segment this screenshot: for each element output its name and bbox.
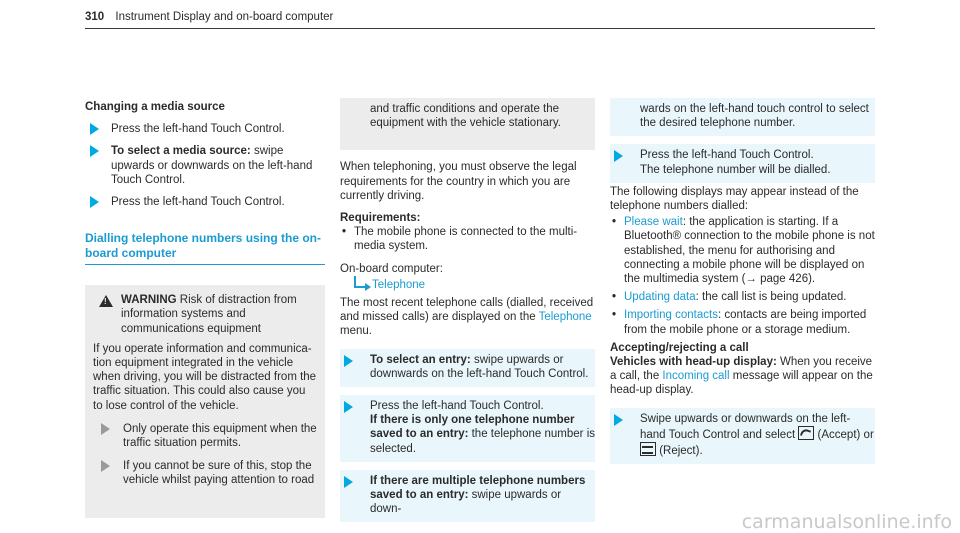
obc-label: On-board computer:: [340, 262, 443, 275]
step-continuation: wards on the left-hand touch control to select the desired telephone number.: [610, 98, 875, 136]
step-arrow-icon: [90, 145, 99, 157]
warning-box: [85, 285, 325, 517]
warning-step-1: Only operate this equipment when the traffic situation permits.: [93, 422, 317, 450]
step-1: Press the left-hand Touch Control.: [85, 122, 325, 136]
header-rule: [85, 28, 875, 29]
section-rule: [85, 264, 325, 265]
step-arrow-icon: [90, 123, 99, 135]
heading-accept-reject: Accepting/rejecting a call: [610, 341, 749, 354]
watermark: carmanualsonline.info: [741, 510, 952, 533]
column-3: [610, 100, 875, 464]
step-arrow-icon: [614, 150, 623, 162]
page-header: [85, 10, 333, 24]
warning-continuation: and traffic conditions and operate the equipment with the vehicle stationary.: [340, 98, 595, 150]
menu-item-telephone: Telephone: [372, 278, 426, 291]
column-1: [85, 100, 325, 518]
status-please-wait: • Please wait: the application is starting. If a Bluetooth® connection to the mobile phone is not established, the menu for authorising and connecting a mobile phone will be displayed on the multimedia system (→ page 426).: [612, 216, 875, 286]
step-arrow-icon: [101, 460, 110, 472]
warning-step-2: If you cannot be sure of this, stop the vehicle whilst paying attention to road: [93, 459, 317, 487]
step-press-control: Press the left-hand Touch Control. If there is only one telephone number saved to an entry: the telephone number is selected.: [340, 395, 595, 462]
status-updating-data: • Updating data: the call list is being updated.: [612, 291, 847, 304]
menu-path: [340, 278, 595, 292]
paragraph-recent-calls: The most recent telephone calls (dialled, received and missed calls) are displayed on the Telephone menu.: [340, 297, 594, 338]
paragraph-displays: The following displays may appear instead of the telephone numbers dialled:: [610, 185, 859, 213]
bullet-icon: •: [612, 309, 617, 322]
menu-path-arrow-icon: [354, 276, 366, 288]
step-arrow-icon: [344, 355, 353, 367]
section-heading-media: Changing a media source: [85, 101, 225, 113]
bullet-icon: •: [612, 291, 617, 304]
step-arrow-icon: [614, 414, 623, 426]
step-arrow-icon: [344, 401, 353, 413]
page-number: 310: [85, 11, 105, 23]
warning-head: ! WARNING Risk of distraction from information systems and communications equipment: [93, 293, 317, 336]
bullet-icon: •: [342, 226, 347, 239]
section-title-dialling: Dialling telephone numbers using the on-board computer: [85, 231, 325, 265]
status-importing-contacts: • Importing contacts: contacts are being imported from the mobile phone or a storage medium.: [612, 309, 867, 336]
accept-call-icon: [798, 426, 814, 440]
paragraph-legal: When telephoning, you must observe the legal requirements for the country in which you are currently driving.: [340, 161, 577, 202]
step-3: Press the left-hand Touch Control.: [85, 195, 325, 209]
step-arrow-icon: [344, 476, 353, 488]
reject-call-icon: [640, 442, 656, 456]
step-arrow-icon: [90, 196, 99, 208]
step-arrow-icon: [101, 423, 110, 435]
paragraph-hud: Vehicles with head-up display: When you receive a call, the Incoming call message will appear on the head-up display.: [610, 356, 873, 397]
column-2: [340, 100, 595, 522]
step-2: To select a media source: swipe upwards or downwards on the left-hand Touch Control.: [85, 144, 325, 187]
warning-triangle-icon: [99, 295, 113, 307]
step-dial: Press the left-hand Touch Control. The telephone number will be dialled.: [610, 144, 875, 182]
requirement-item: • The mobile phone is connected to the multimedia system.: [342, 226, 578, 253]
step-multiple-numbers: If there are multiple telephone numbers saved to an entry: swipe upwards or down-: [340, 470, 595, 523]
requirements-label: Requirements:: [340, 212, 421, 225]
step-accept-reject: Swipe upwards or downwards on the left-hand Touch Control and select (Accept) or (Reject).: [610, 408, 875, 465]
step-select-entry: To select an entry: swipe upwards or downwards on the left-hand Touch Control.: [340, 349, 595, 387]
chapter-title: Instrument Display and on-board computer: [115, 11, 334, 23]
warning-body: If you operate information and communication equipment integrated in the vehicle when driving, you will be distracted from the traffic situation. This could also cause you to lose control of the vehicle.: [93, 342, 317, 412]
bullet-icon: •: [612, 216, 617, 229]
